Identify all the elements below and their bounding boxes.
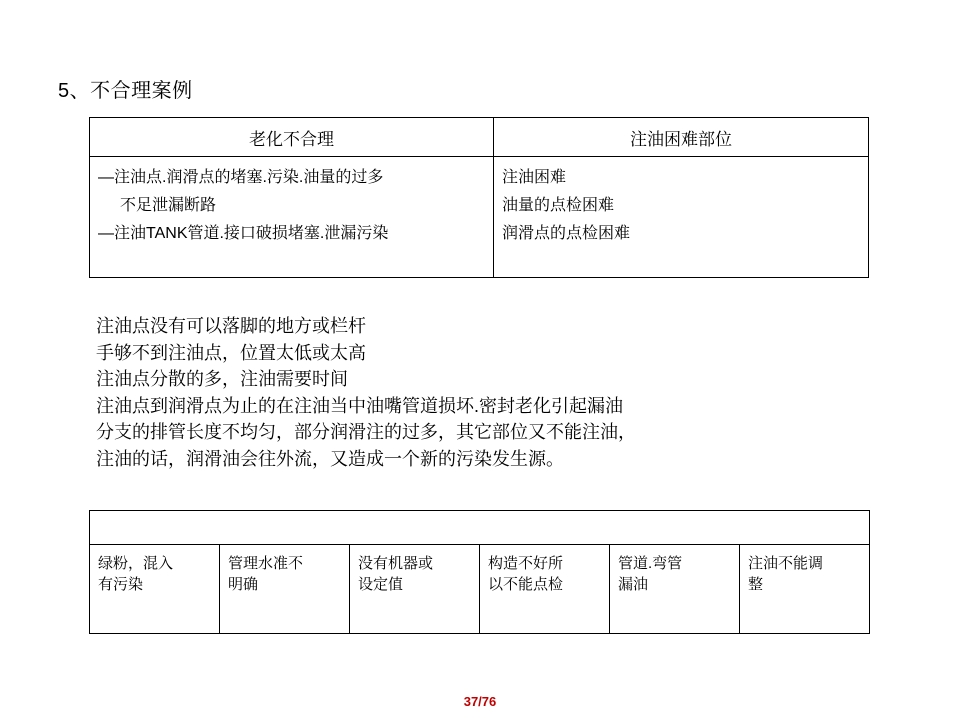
table-cell-aging-details	[90, 157, 494, 278]
paragraph-line-6: 注油的话，润滑油会往外流，又造成一个新的污染发生源。	[96, 448, 564, 469]
category-cell-5	[610, 545, 740, 634]
category-cell-4	[480, 545, 610, 634]
category-cell-6-line-1: 注油不能调	[748, 555, 824, 572]
category-cell-2	[220, 545, 350, 634]
problem-categories-table	[89, 510, 870, 634]
paragraph-line-4: 注油点到润滑点为止的在注油当中油嘴管道损坏.密封老化引起漏油	[96, 395, 623, 416]
paragraph-line-2: 手够不到注油点，位置太低或太高	[96, 342, 366, 363]
table-header-cell-aging: 老化不合理	[90, 118, 494, 157]
table-header-row	[90, 118, 869, 157]
category-cell-6-line-2: 整	[748, 576, 764, 593]
category-cell-1-line-2: 有污染	[98, 576, 144, 593]
difficulty-line-1: 注油困难	[502, 169, 567, 186]
category-cell-5-line-1: 管道.弯管	[618, 555, 683, 572]
category-cell-1-line-1: 绿粉，混入	[98, 555, 174, 572]
aging-issues-table	[89, 117, 869, 278]
table-row	[90, 545, 870, 634]
page-number: 37/76	[463, 694, 497, 709]
page-title: 5、不合理案例	[58, 80, 193, 102]
aging-line-1: —注油点.润滑点的堵塞.污染.油量的过多	[98, 169, 384, 186]
category-cell-3	[350, 545, 480, 634]
table-header-cell-difficult-spots: 注油困难部位	[494, 118, 869, 157]
table-spacer-cell	[90, 511, 870, 545]
category-cell-3-line-2: 设定值	[358, 576, 404, 593]
table-spacer-row	[90, 511, 870, 545]
paragraph-line-5: 分支的排管长度不均匀，部分润滑注的过多，其它部位又不能注油，	[96, 422, 636, 442]
table-row	[90, 157, 869, 278]
paragraph-line-3: 注油点分散的多，注油需要时间	[96, 369, 348, 389]
difficulty-line-2: 油量的点检困难	[502, 197, 615, 214]
category-cell-1	[90, 545, 220, 634]
aging-line-3: —注油TANK管道.接口破损堵塞.泄漏污染	[98, 225, 389, 242]
category-cell-2-line-1: 管理水准不	[228, 555, 304, 572]
category-cell-6	[740, 545, 870, 634]
category-cell-2-line-2: 明确	[228, 576, 259, 593]
category-cell-3-line-1: 没有机器或	[358, 555, 434, 572]
category-cell-4-line-2: 以不能点检	[488, 576, 564, 593]
difficulty-line-3: 润滑点的点检困难	[502, 225, 631, 242]
category-cell-4-line-1: 构造不好所	[488, 555, 564, 572]
category-cell-5-line-2: 漏油	[618, 576, 649, 593]
table-cell-difficult-spots-details	[494, 157, 869, 278]
aging-line-2: 不足泄漏断路	[120, 197, 217, 214]
description-paragraph	[96, 313, 636, 472]
paragraph-line-1: 注油点没有可以落脚的地方或栏杆	[96, 316, 366, 336]
